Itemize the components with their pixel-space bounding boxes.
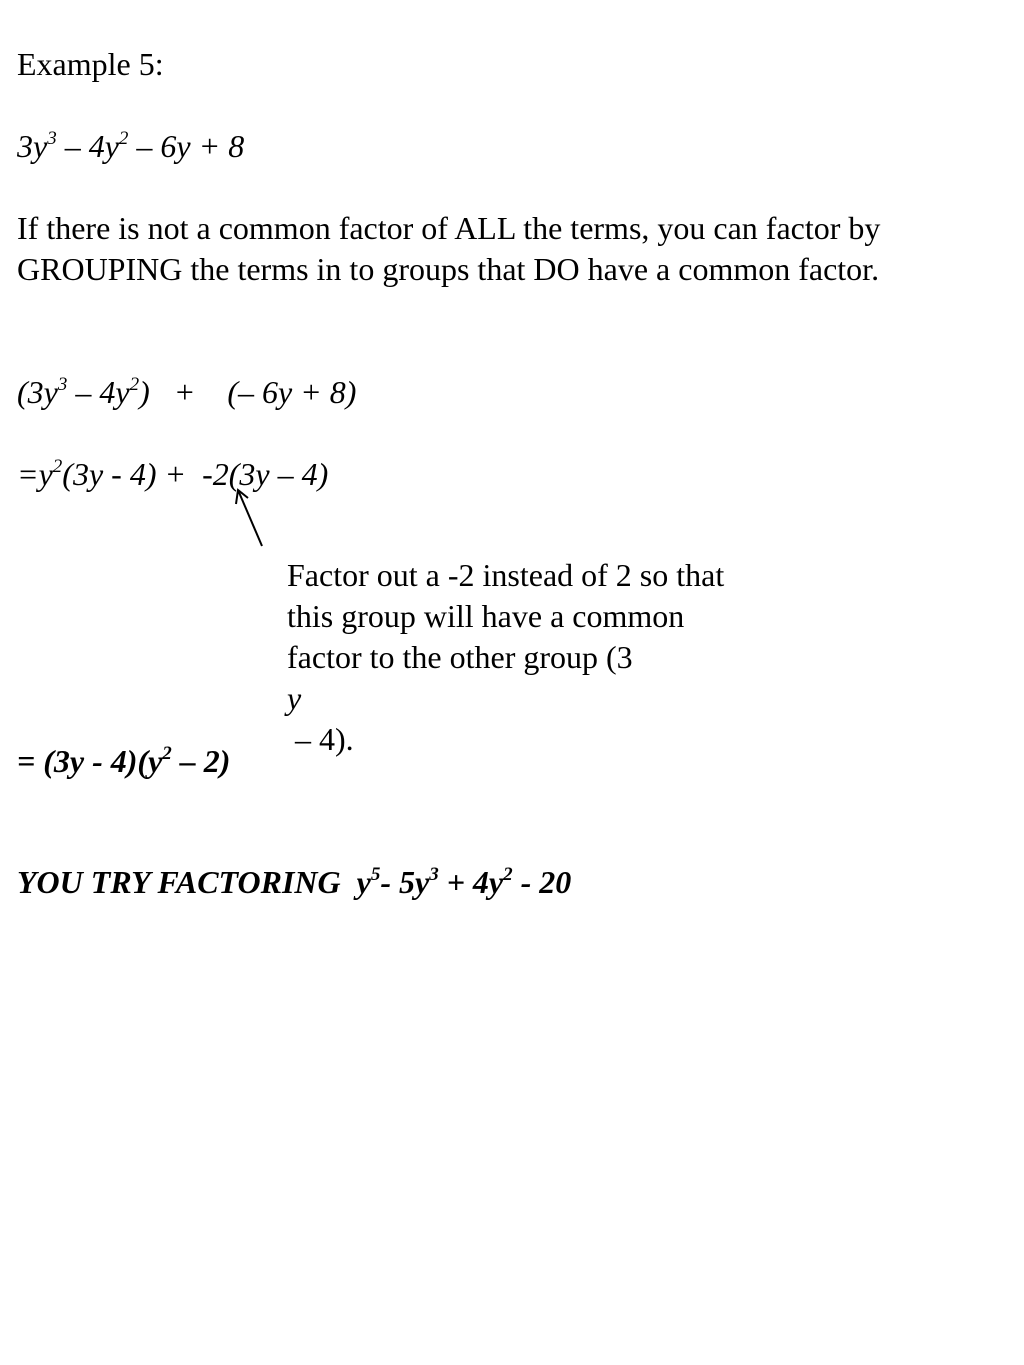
- result-expression: [17, 741, 230, 781]
- note-line-1: Factor out a -2 instead of 2 so that: [287, 557, 725, 593]
- note-line-3: [287, 637, 724, 760]
- explanation-line-1: If there is not a common factor of ALL the terms, you can factor by: [17, 210, 881, 246]
- polynomial-expression: [17, 126, 244, 166]
- factored-step-expression: [17, 454, 328, 494]
- factored-part-b: (3y - 4) + -2(3y – 4): [62, 456, 329, 492]
- example-heading: [17, 44, 164, 84]
- grouping-expression: [17, 372, 356, 412]
- exercise-exponent-c: 2: [503, 864, 513, 886]
- grouping-part-b: – 4y: [67, 374, 130, 410]
- example-heading-text: Example 5:: [17, 46, 164, 82]
- factored-exponent-a: 2: [52, 456, 63, 478]
- note-line-3-a: factor to the other group (3: [287, 639, 633, 675]
- poly-exponent-1: 3: [47, 128, 57, 150]
- note-line-3-var: y: [287, 680, 302, 716]
- grouping-exponent-b: 2: [129, 374, 140, 396]
- exercise-label: YOU TRY FACTORING: [17, 864, 357, 900]
- exercise-term-b: - 5y: [380, 864, 430, 900]
- exercise-term-a: y: [356, 864, 371, 900]
- poly-exponent-2: 2: [118, 128, 129, 150]
- note-line-2: this group will have a common: [287, 598, 685, 634]
- exercise-prompt: [17, 862, 571, 902]
- poly-term-1: 3y: [17, 128, 48, 164]
- grouping-part-c: ) + (– 6y + 8): [139, 374, 357, 410]
- result-part-b: – 2): [171, 743, 231, 779]
- result-part-a: = (3y - 4)(y: [17, 743, 163, 779]
- poly-term-3: – 6y + 8: [128, 128, 245, 164]
- pointer-arrow-icon: [230, 484, 270, 554]
- result-exponent: 2: [162, 743, 172, 765]
- factored-part-a: =y: [17, 456, 53, 492]
- exercise-exponent-b: 3: [429, 864, 439, 886]
- grouping-exponent-a: 3: [57, 374, 68, 396]
- grouping-part-a: (3y: [17, 374, 58, 410]
- exercise-term-d: - 20: [512, 864, 572, 900]
- explanation-line-2: GROUPING the terms in to groups that DO have a common factor.: [17, 251, 880, 287]
- poly-term-2: – 4y: [56, 128, 119, 164]
- explanation-paragraph: [17, 208, 977, 290]
- annotation-note: [287, 555, 724, 760]
- exercise-term-c: + 4y: [438, 864, 504, 900]
- exercise-exponent-a: 5: [370, 864, 381, 886]
- note-line-3-c: – 4).: [287, 721, 354, 757]
